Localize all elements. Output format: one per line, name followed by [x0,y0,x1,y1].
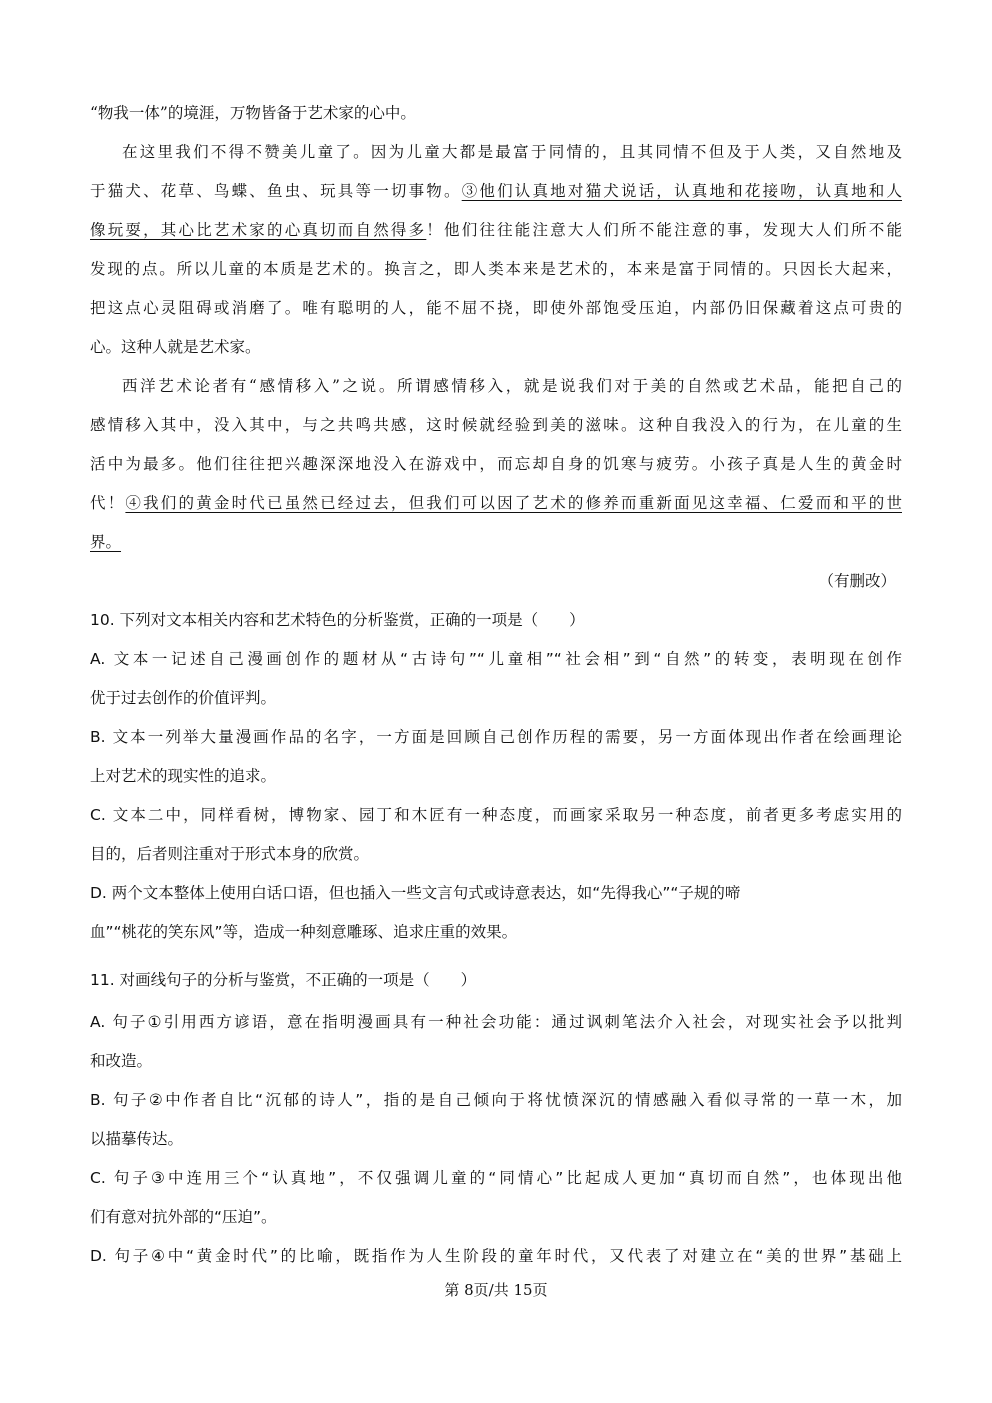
option-d-cont: 血”“桃花的笑东风”等，造成一种刻意雕琢、追求庄重的效果。 [90,923,518,941]
source-note: （有删改） [818,572,896,590]
passage-text: 于猫犬、花草、鸟蝶、鱼虫、玩具等一切事物。 [90,182,462,200]
option-d: D. 两个文本整体上使用白话口语，但也插入一些文言句式或诗意表达，如“先得我心”“子规的啼 [90,884,741,902]
option-b-cont: 以描摹传达。 [90,1130,184,1148]
passage-line [90,532,902,552]
option-c: C. 句子③中连用三个“认真地”，不仅强调儿童的“同情心”比起成人更加“真切而自然”，也体现出他 [90,1169,902,1187]
passage-line: 在这里我们不得不赞美儿童了。因为儿童大都是最富于同情的，且其同情不但及于人类，又自然地及 [122,143,902,161]
option-c: C. 文本二中，同样看树，博物家、园丁和木匠有一种态度，而画家采取另一种态度，前者更多考虑实用的 [90,806,902,824]
underlined-sentence-4: ④我们的黄金时代已虽然已经过去，但我们可以因了艺术的修养而重新面见这幸福、仁爱而和平的世 [125,494,902,512]
question-stem: 10. 下列对文本相关内容和艺术特色的分析鉴赏，正确的一项是（ ） [90,611,585,629]
passage-line: 把这点心灵阻碍或消磨了。唯有聪明的人，能不屈不挠，即使外部饱受压迫，内部仍旧保藏着这点可贵的 [90,299,902,317]
option-b: B. 句子②中作者自比“沉郁的诗人”，指的是自己倾向于将忧愤深沉的情感融入看似寻常的一草一木，加 [90,1091,902,1109]
page-number: 第 8页/共 15页 [444,1281,548,1299]
passage-line: “物我一体”的境涯，万物皆备于艺术家的心中。 [90,104,416,122]
question-stem: 11. 对画线句子的分析与鉴赏，不正确的一项是（ ） [90,971,477,989]
passage-line [90,220,902,240]
option-a-cont: 和改造。 [90,1052,153,1070]
passage-line: 心。这种人就是艺术家。 [90,338,261,356]
underlined-sentence-4-cont: 界。 [90,533,122,551]
passage-line [90,181,902,201]
underlined-sentence-3: ③他们认真地对猫犬说话，认真地和花接吻，认真地和人 [461,182,902,200]
passage-line: 发现的点。所以儿童的本质是艺术的。换言之，即人类本来是艺术的，本来是富于同情的。只因长大起来， [90,260,902,278]
option-b-cont: 上对艺术的现实性的追求。 [90,767,277,785]
passage-line [90,493,902,513]
option-c-cont: 们有意对抗外部的“压迫”。 [90,1208,277,1226]
passage-line: 活中为最多。他们往往把兴趣深深地没入在游戏中，而忘却自身的饥寒与疲劳。小孩子真是人生的黄金时 [90,455,902,473]
passage-text: 代！ [90,494,126,512]
option-d: D. 句子④中“黄金时代”的比喻，既指作为人生阶段的童年时代，又代表了对建立在“美的世界”基础上 [90,1247,902,1265]
option-a-cont: 优于过去创作的价值评判。 [90,689,277,707]
option-b: B. 文本一列举大量漫画作品的名字，一方面是回顾自己创作历程的需要，另一方面体现出作者在绘画理论 [90,728,902,746]
underlined-sentence-3-cont: 像玩耍，其心比艺术家的心真切而自然得多 [90,221,427,239]
option-c-cont: 目的，后者则注重对于形式本身的欣赏。 [90,845,370,863]
option-a: A. 文本一记述自己漫画创作的题材从“古诗句”“儿童相”“社会相”到“自然”的转变，表明现在创作 [90,650,902,668]
option-a: A. 句子①引用西方谚语，意在指明漫画具有一种社会功能：通过讽刺笔法介入社会，对现实社会予以批判 [90,1013,902,1031]
passage-line: 西洋艺术论者有“感情移入”之说。所谓感情移入，就是说我们对于美的自然或艺术品，能把自己的 [122,377,902,395]
passage-text: ！他们往往能注意大人们所不能注意的事，发现大人们所不能 [426,221,902,239]
passage-line: 感情移入其中，没入其中，与之共鸣共感，这时候就经验到美的滋味。这种自我没入的行为，在儿童的生 [90,416,902,434]
